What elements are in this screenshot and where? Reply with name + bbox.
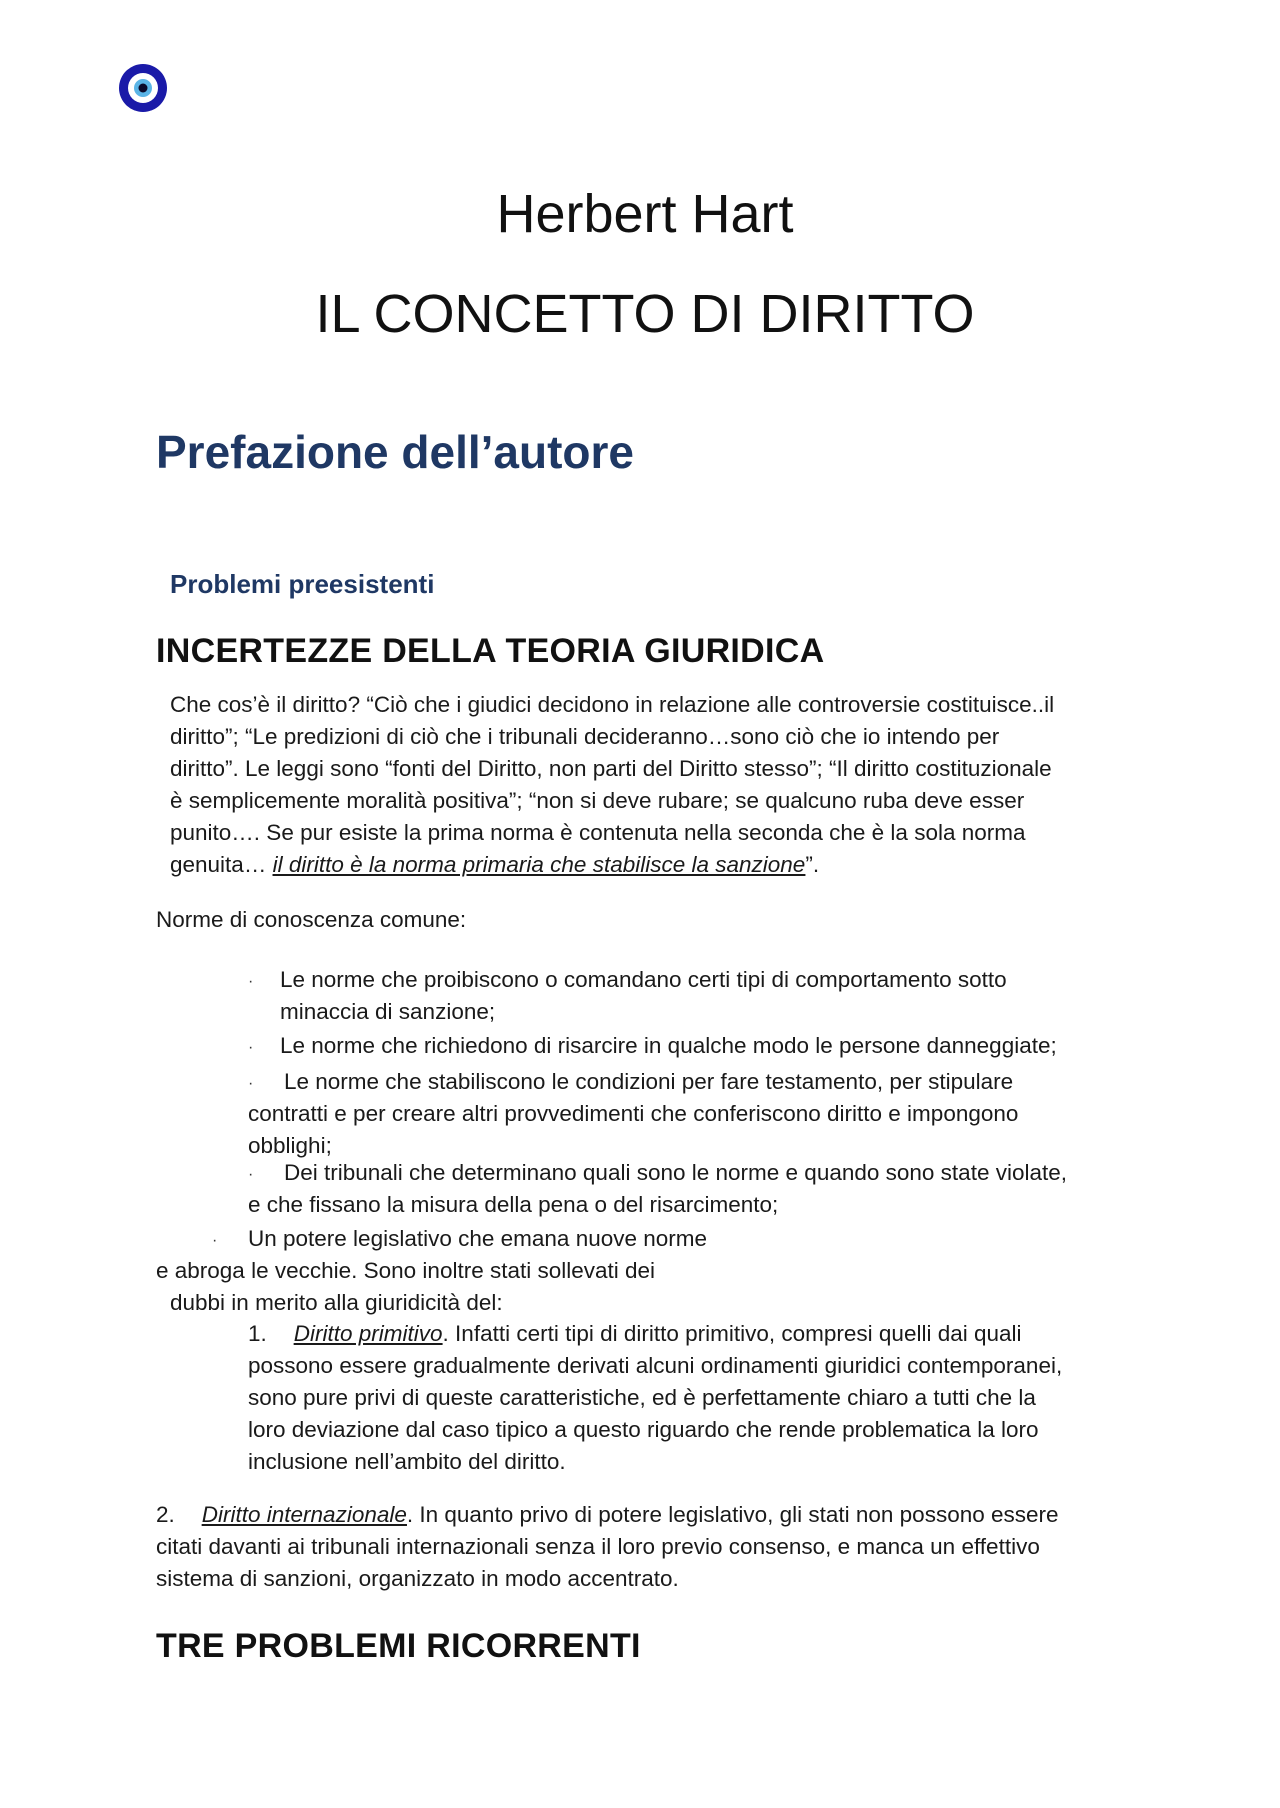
- text-line: diritto”. Le leggi sono “fonti del Diritto, non parti del Diritto stesso”; “Il diritto costituzionale: [170, 756, 1052, 781]
- list-item: · Le norme che stabiliscono le condizioni per fare testamento, per stipulare contratti e per creare altri provvedimenti che conferiscono diritto e impongono obblighi;: [248, 1069, 1019, 1158]
- text-line: è semplicemente moralità positiva”; “non si deve rubare; se qualcuno ruba deve esser: [170, 788, 1025, 813]
- evil-eye-icon: [118, 63, 168, 113]
- text-line: Che cos’è il diritto? “Ciò che i giudici decidono in relazione alle controversie costituisce..il: [170, 692, 1055, 717]
- heading-incertezze: INCERTEZZE DELLA TEORIA GIURIDICA: [156, 632, 825, 670]
- section-subtitle: Problemi preesistenti: [170, 569, 435, 599]
- emphasized-definition: il diritto è la norma primaria che stabilisce la sanzione: [272, 852, 806, 877]
- section-title: Prefazione dell’autore: [156, 426, 635, 478]
- book-title: IL CONCETTO DI DIRITTO: [315, 284, 975, 344]
- bullet-icon: ·: [248, 1075, 254, 1092]
- list-item: · Le norme che proibiscono o comandano certi tipi di comportamento sotto minaccia di sanzione;: [248, 967, 1007, 1024]
- list-item: · Un potere legislativo che emana nuove norme: [212, 1223, 707, 1255]
- paragraph-definizioni: [170, 689, 1054, 881]
- bullet-icon: ·: [248, 1166, 254, 1183]
- paragraph-dubbi: [156, 1255, 655, 1319]
- item-number: 2.: [156, 1502, 175, 1527]
- text-line: dubbi in merito alla giuridicità del:: [170, 1290, 503, 1315]
- bullet-icon: ·: [248, 973, 254, 990]
- bullet-icon: ·: [248, 1039, 254, 1056]
- numbered-item-diritto-primitivo: 1. Diritto primitivo. Infatti certi tipi di diritto primitivo, compresi quelli dai quali possono essere gradualmente derivati alcuni ordinamenti giuridici contemporanei, sono pure privi di queste caratteristiche, ed è perfettamente chiaro a tutti che la loro deviazione dal caso tipico a questo riguardo che rende problematica la loro inclusione nell’ambito del diritto.: [248, 1321, 1063, 1474]
- norme-intro: Norme di conoscenza comune:: [156, 907, 467, 932]
- numbered-item-diritto-internazionale: 2. Diritto internazionale. In quanto privo di potere legislativo, gli stati non possono essere citati davanti ai tribunali internazionali senza il loro previo consenso, e manca un effettivo sistema di sanzioni, organizzato in modo accentrato.: [156, 1502, 1059, 1591]
- item-number: 1.: [248, 1321, 267, 1346]
- list-item: · Le norme che richiedono di risarcire in qualche modo le persone danneggiate;: [248, 1030, 1057, 1062]
- heading-tre-problemi: TRE PROBLEMI RICORRENTI: [156, 1627, 641, 1665]
- list-item: · Dei tribunali che determinano quali sono le norme e quando sono state violate, e che fissano la misura della pena o del risarcimento;: [248, 1160, 1067, 1217]
- item-term: Diritto primitivo: [293, 1321, 443, 1346]
- text-line: diritto”; “Le predizioni di ciò che i tribunali decideranno…sono ciò che io intendo per: [170, 724, 1000, 749]
- text-line: punito…. Se pur esiste la prima norma è contenuta nella seconda che è la sola norma: [170, 820, 1026, 845]
- text-line: e abroga le vecchie. Sono inoltre stati sollevati dei: [156, 1258, 656, 1283]
- author-name: Herbert Hart: [496, 184, 794, 244]
- item-term: Diritto internazionale: [201, 1502, 407, 1527]
- text-line: genuita… il diritto è la norma primaria che stabilisce la sanzione”.: [170, 852, 820, 877]
- bullet-icon: ·: [212, 1232, 218, 1249]
